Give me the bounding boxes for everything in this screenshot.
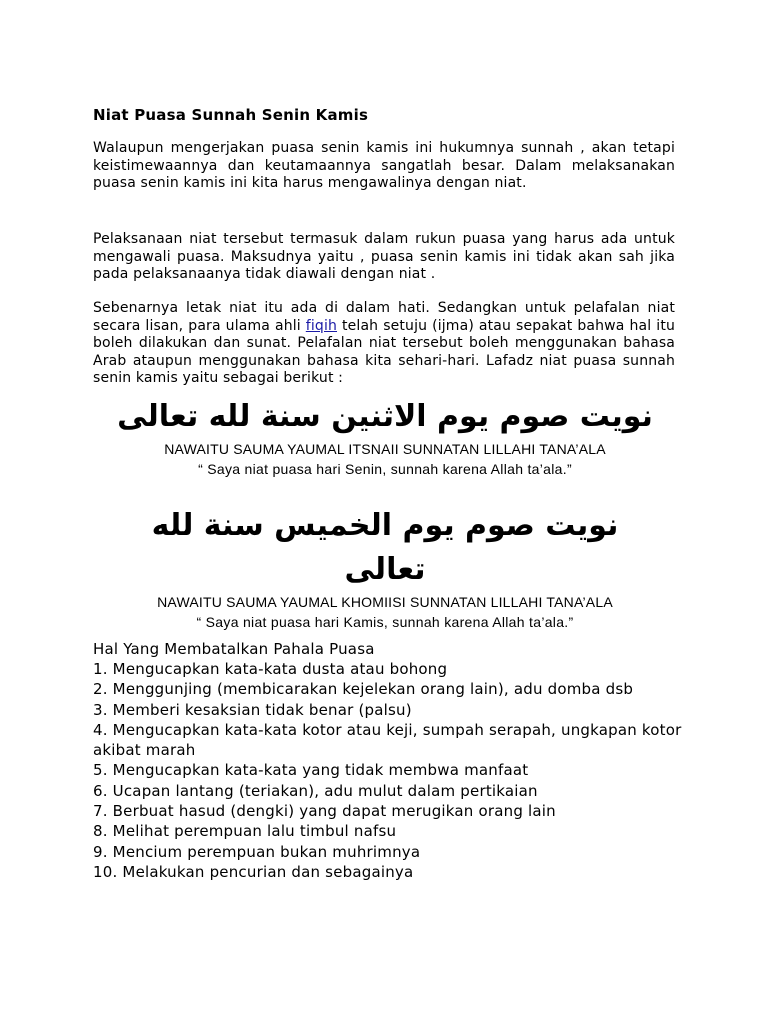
niat-senin-arabic: نويت صوم يوم الاثنين سنة لله تعالى (117, 399, 653, 434)
niat-kamis-arabic: نويت صوم يوم الخميس سنة لله تعالى (151, 508, 619, 587)
article-title: Niat Puasa Sunnah Senin Kamis (93, 106, 369, 124)
list-item: 3. Memberi kesaksian tidak benar (palsu) (93, 700, 412, 719)
paragraph-lafadz-text-1: Sebenarnya letak niat itu ada di dalam hati. Sedangkan untuk pelafalan niat secara lisan, para ulama ahli (93, 300, 675, 334)
paragraph-lafadz-text-2: telah setuju (ijma) atau sepakat bahwa hal itu boleh dilakukan dan sunat. Pelafalan niat tersebut boleh menggunakan bahasa Arab ataupun menggunakan bahasa kita sehari-hari. Lafadz niat puasa sunnah senin kamis yaitu sebagai berikut : (93, 317, 675, 387)
pembatal-section (93, 639, 693, 882)
list-item: 2. Menggunjing (membicarakan kejelekan orang lain), adu domba dsb (93, 680, 634, 699)
list-item: 9. Mencium perempuan bukan muhrimnya (93, 842, 421, 861)
pembatal-list (93, 659, 693, 882)
paragraph-rukun: Pelaksanaan niat tersebut termasuk dalam rukun puasa yang harus ada untuk mengawali puasa. Maksudnya yaitu , puasa senin kamis ini tidak akan sah jika pada pelaksanaanya tidak diawali dengan niat . (93, 231, 675, 283)
niat-senin-meaning: “ Saya niat puasa hari Senin, sunnah karena Allah ta’ala.” (198, 461, 572, 477)
paragraph-lafadz (93, 300, 675, 388)
paragraph-intro: Walaupun mengerjakan puasa senin kamis ini hukumnya sunnah , akan tetapi keistimewaannya dan keutamaannya sangatlah besar. Dalam melaksanakan puasa senin kamis ini kita harus mengawalinya dengan niat. (93, 140, 675, 192)
niat-senin-latin: NAWAITU SAUMA YAUMAL ITSNAII SUNNATAN LILLAHI TANA’ALA (164, 441, 606, 457)
niat-kamis-meaning: “ Saya niat puasa hari Kamis, sunnah karena Allah ta’ala.” (196, 614, 574, 630)
niat-kamis-latin: NAWAITU SAUMA YAUMAL KHOMIISI SUNNATAN LILLAHI TANA’ALA (157, 594, 613, 610)
niat-senin-image (110, 395, 660, 479)
list-item: 1. Mengucapkan kata-kata dusta atau bohong (93, 660, 448, 678)
list-item: 10. Melakukan pencurian dan sebagainya (93, 862, 414, 881)
list-item: 8. Melihat perempuan lalu timbul nafsu (93, 822, 397, 841)
pembatal-title: Hal Yang Membatalkan Pahala Puasa (93, 640, 375, 658)
list-item: 7. Berbuat hasud (dengki) yang dapat merugikan orang lain (93, 802, 556, 821)
list-item: 6. Ucapan lantang (teriakan), adu mulut dalam pertikaian (93, 781, 538, 800)
niat-kamis-image (110, 504, 660, 632)
list-item: 4. Mengucapkan kata-kata kotor atau keji, sumpah serapah, ungkapan kotor akibat marah (93, 720, 682, 760)
fiqih-link[interactable]: fiqih (305, 317, 338, 334)
list-item: 5. Mengucapkan kata-kata yang tidak membwa manfaat (93, 761, 529, 780)
